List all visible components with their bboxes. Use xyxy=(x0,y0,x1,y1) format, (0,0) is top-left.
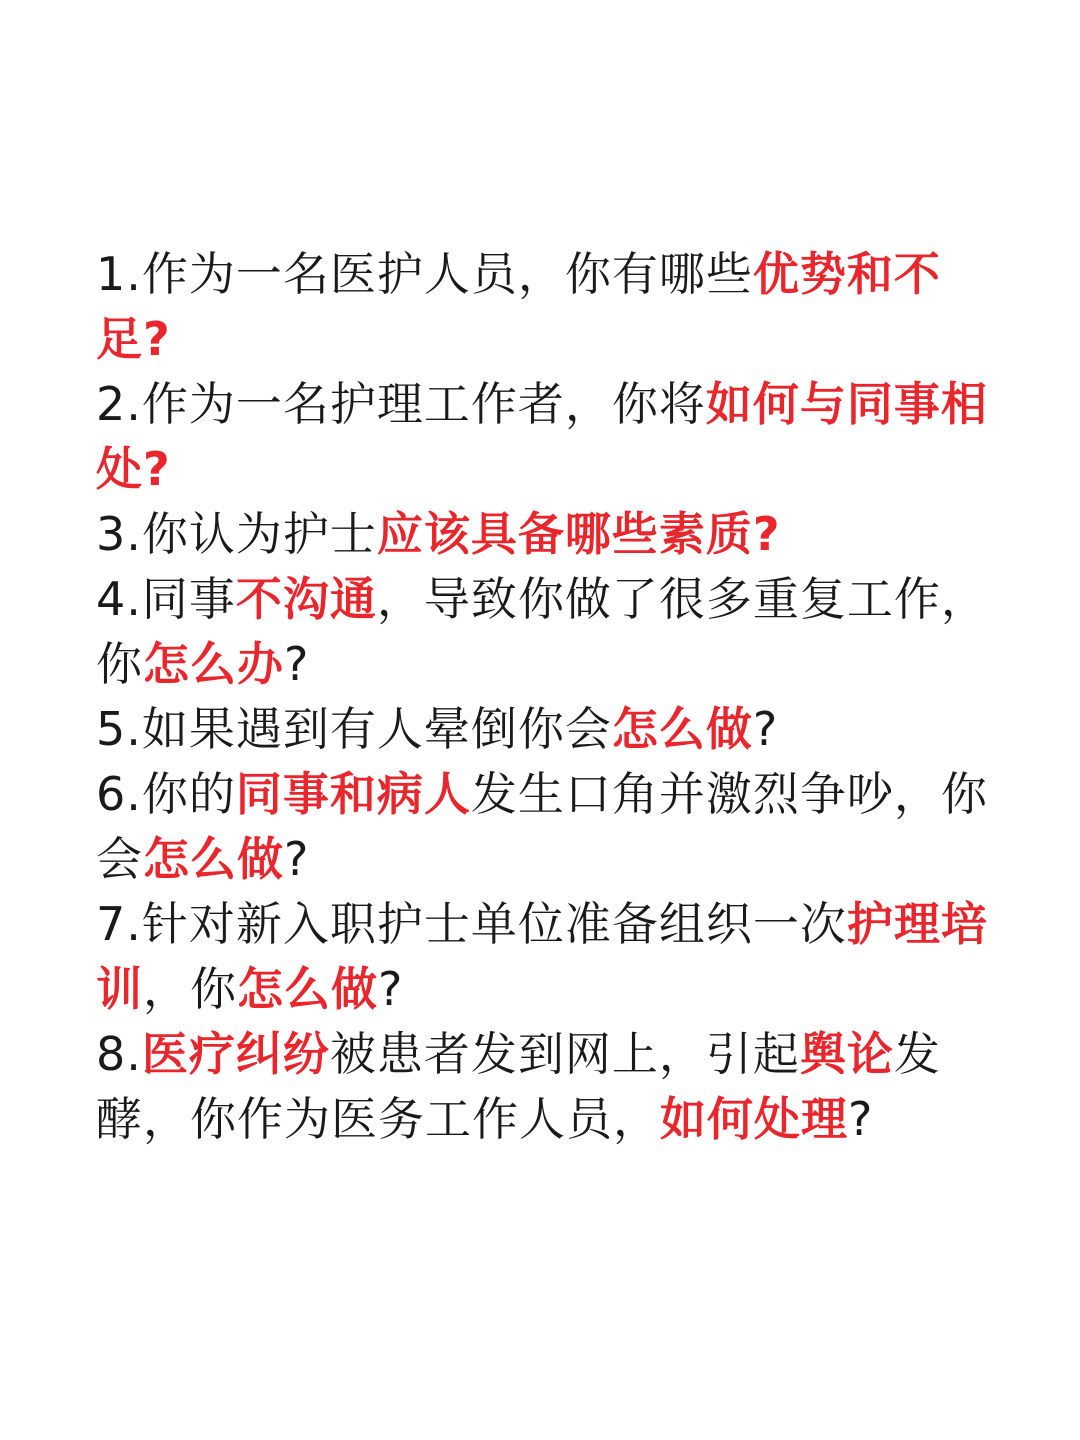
question-text: ? xyxy=(752,702,779,756)
question-text: ? xyxy=(284,832,310,886)
question-text: 5.如果遇到有人晕倒你会 xyxy=(96,702,612,756)
question-text: 1.作为一名医护人员，你有哪些 xyxy=(96,247,753,301)
highlighted-text: 怎么做 xyxy=(237,962,378,1016)
highlighted-text: 护理培训 xyxy=(96,897,988,1016)
question-text: ? xyxy=(848,1092,874,1146)
highlighted-text: 优势和不足? xyxy=(96,247,941,366)
question-item xyxy=(96,697,988,762)
question-text: 3.你认为护士 xyxy=(96,507,377,561)
question-item xyxy=(96,372,988,502)
highlighted-text: 同事和病人 xyxy=(235,767,471,821)
question-item xyxy=(96,242,988,372)
highlighted-text: 如何处理 xyxy=(660,1092,848,1146)
question-text: 被患者发到网上，引起 xyxy=(329,1027,800,1081)
question-item xyxy=(96,762,988,892)
question-text: ? xyxy=(284,637,310,691)
question-item xyxy=(96,502,988,567)
question-text: 7.针对新入职护士单位准备组织一次 xyxy=(96,897,847,951)
question-text: ，导致你做了很多重复工作，你 xyxy=(96,572,988,691)
question-item xyxy=(96,567,988,697)
question-text: 4.同事 xyxy=(96,572,236,626)
question-text: ? xyxy=(378,962,404,1016)
question-text: 发酵，你作为医务工作人员， xyxy=(96,1027,941,1146)
highlighted-text: 怎么做 xyxy=(611,702,753,756)
question-text: 6.你的 xyxy=(96,767,236,821)
question-item xyxy=(96,1022,988,1152)
question-list xyxy=(96,242,988,1152)
question-text: 8. xyxy=(96,1027,142,1081)
highlighted-text: 如何与同事相处? xyxy=(96,377,988,496)
highlighted-text: 怎么办 xyxy=(143,637,284,691)
highlighted-text: 舆论 xyxy=(799,1027,894,1081)
question-text: 发生口角并激烈争吵，你会 xyxy=(96,767,988,886)
question-text: 2.作为一名护理工作者，你将 xyxy=(96,377,706,431)
question-item xyxy=(96,892,988,1022)
highlighted-text: 医疗纠纷 xyxy=(141,1027,330,1081)
highlighted-text: 怎么做 xyxy=(143,832,284,886)
question-text: ，你 xyxy=(143,962,237,1016)
highlighted-text: 不沟通 xyxy=(235,572,377,626)
highlighted-text: 应该具备哪些素质? xyxy=(376,507,781,561)
